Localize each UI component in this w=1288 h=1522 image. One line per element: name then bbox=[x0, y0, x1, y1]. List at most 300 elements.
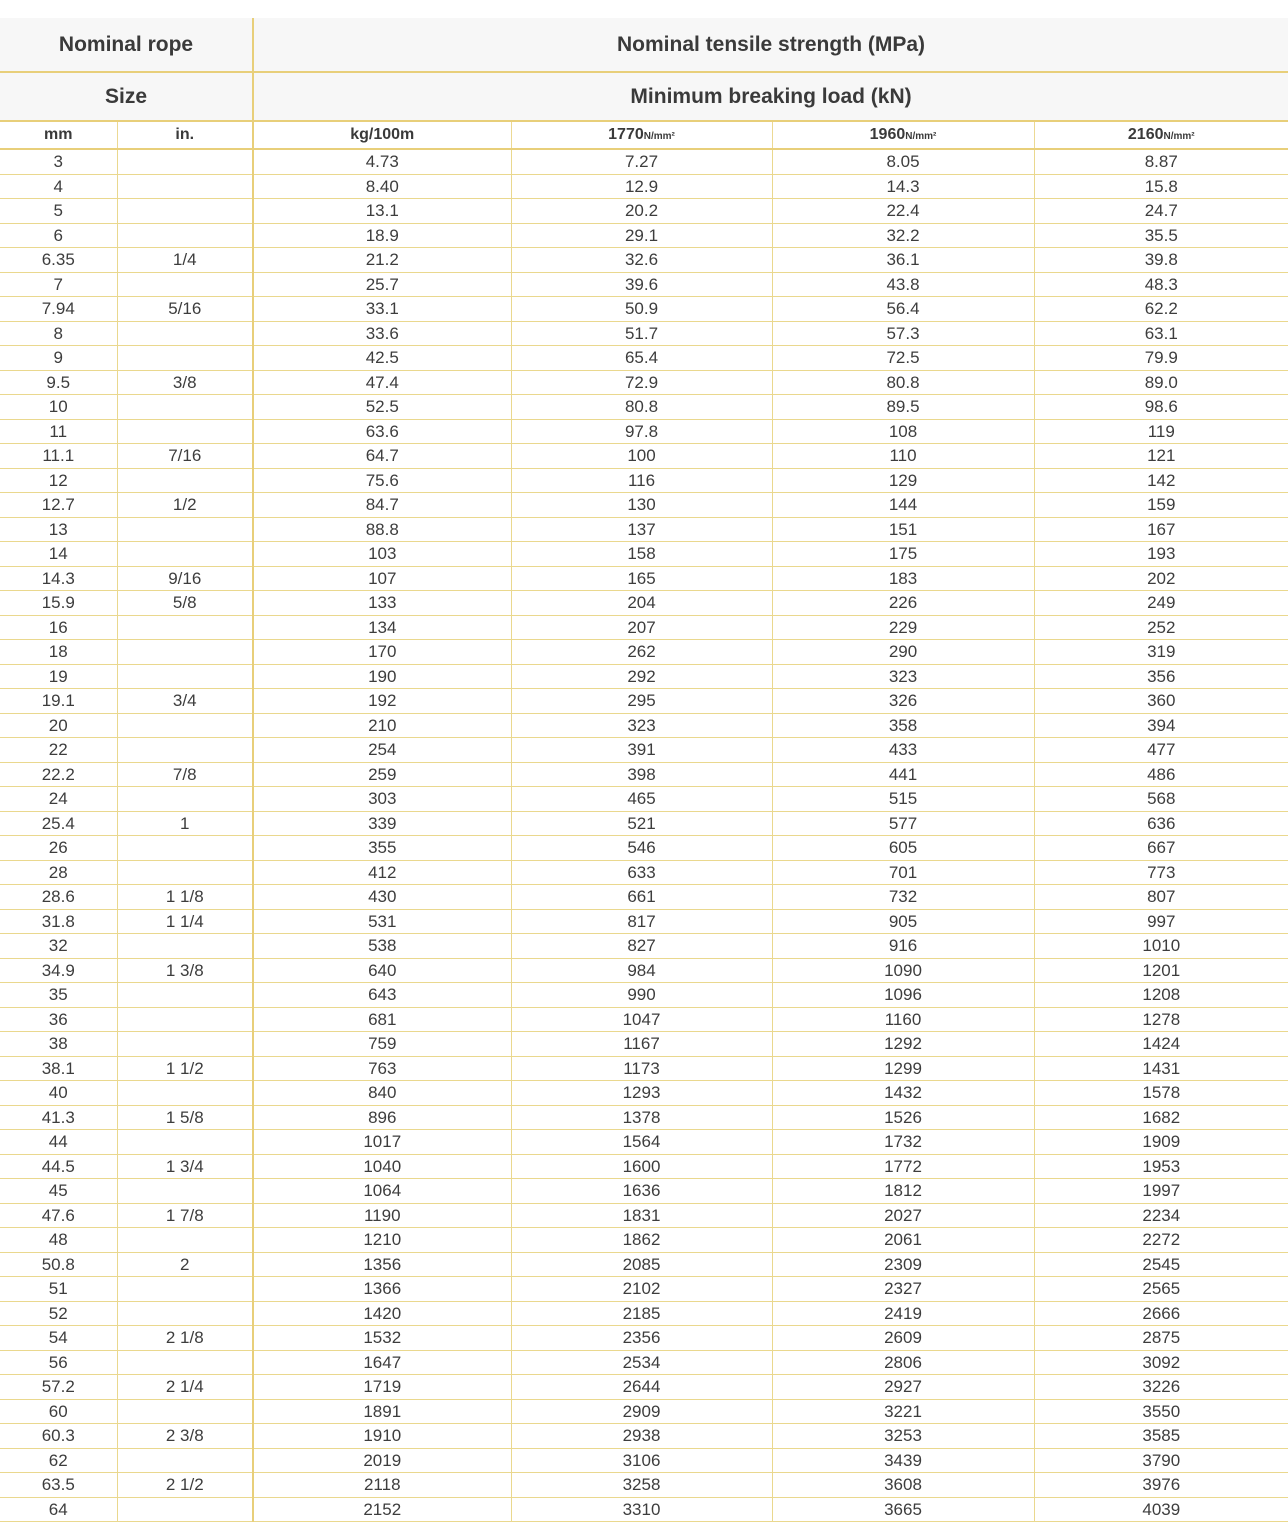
cell-load-1960: 1732 bbox=[772, 1130, 1034, 1155]
cell-in bbox=[117, 1350, 253, 1375]
cell-load-1960: 36.1 bbox=[772, 248, 1034, 273]
cell-load-2160: 486 bbox=[1034, 762, 1288, 787]
cell-load-1960: 2806 bbox=[772, 1350, 1034, 1375]
cell-load-1770: 1293 bbox=[511, 1081, 772, 1106]
cell-mm: 6 bbox=[0, 223, 117, 248]
cell-load-2160: 3976 bbox=[1034, 1473, 1288, 1498]
cell-load-1960: 3665 bbox=[772, 1497, 1034, 1522]
cell-load-2160: 3585 bbox=[1034, 1424, 1288, 1449]
cell-load-2160: 2234 bbox=[1034, 1203, 1288, 1228]
cell-load-1770: 1564 bbox=[511, 1130, 772, 1155]
cell-mm: 64 bbox=[0, 1497, 117, 1522]
cell-load-1960: 43.8 bbox=[772, 272, 1034, 297]
cell-mm: 34.9 bbox=[0, 958, 117, 983]
cell-load-1960: 1812 bbox=[772, 1179, 1034, 1204]
table-row bbox=[0, 591, 1288, 616]
rope-spec-table bbox=[0, 18, 1288, 1522]
cell-mm: 44 bbox=[0, 1130, 117, 1155]
cell-mm: 56 bbox=[0, 1350, 117, 1375]
cell-in: 1 1/4 bbox=[117, 909, 253, 934]
cell-mm: 12.7 bbox=[0, 493, 117, 518]
cell-load-2160: 1997 bbox=[1034, 1179, 1288, 1204]
cell-in: 7/16 bbox=[117, 444, 253, 469]
cell-load-2160: 98.6 bbox=[1034, 395, 1288, 420]
col-in: in. bbox=[117, 121, 253, 149]
cell-load-2160: 3226 bbox=[1034, 1375, 1288, 1400]
cell-kg-per-100m: 33.6 bbox=[253, 321, 511, 346]
cell-in bbox=[117, 395, 253, 420]
cell-in: 2 1/4 bbox=[117, 1375, 253, 1400]
cell-mm: 41.3 bbox=[0, 1105, 117, 1130]
cell-load-1770: 100 bbox=[511, 444, 772, 469]
cell-kg-per-100m: 763 bbox=[253, 1056, 511, 1081]
header-row-3 bbox=[0, 121, 1288, 149]
cell-load-1960: 80.8 bbox=[772, 370, 1034, 395]
cell-load-1770: 292 bbox=[511, 664, 772, 689]
table-row bbox=[0, 1424, 1288, 1449]
col-grade-1770 bbox=[511, 121, 772, 149]
cell-load-2160: 1010 bbox=[1034, 934, 1288, 959]
cell-in: 3/8 bbox=[117, 370, 253, 395]
cell-mm: 6.35 bbox=[0, 248, 117, 273]
cell-load-2160: 39.8 bbox=[1034, 248, 1288, 273]
cell-load-1960: 515 bbox=[772, 787, 1034, 812]
cell-load-2160: 2272 bbox=[1034, 1228, 1288, 1253]
cell-load-2160: 24.7 bbox=[1034, 199, 1288, 224]
cell-kg-per-100m: 4.73 bbox=[253, 149, 511, 174]
cell-in bbox=[117, 836, 253, 861]
cell-load-2160: 63.1 bbox=[1034, 321, 1288, 346]
cell-kg-per-100m: 2019 bbox=[253, 1448, 511, 1473]
cell-load-1960: 3253 bbox=[772, 1424, 1034, 1449]
cell-kg-per-100m: 8.40 bbox=[253, 174, 511, 199]
cell-mm: 25.4 bbox=[0, 811, 117, 836]
cell-load-1770: 165 bbox=[511, 566, 772, 591]
cell-load-2160: 3790 bbox=[1034, 1448, 1288, 1473]
cell-kg-per-100m: 643 bbox=[253, 983, 511, 1008]
cell-kg-per-100m: 21.2 bbox=[253, 248, 511, 273]
cell-mm: 26 bbox=[0, 836, 117, 861]
cell-load-2160: 4039 bbox=[1034, 1497, 1288, 1522]
cell-kg-per-100m: 25.7 bbox=[253, 272, 511, 297]
cell-mm: 38.1 bbox=[0, 1056, 117, 1081]
cell-mm: 4 bbox=[0, 174, 117, 199]
cell-mm: 24 bbox=[0, 787, 117, 812]
table-row bbox=[0, 272, 1288, 297]
table-row bbox=[0, 738, 1288, 763]
cell-kg-per-100m: 170 bbox=[253, 640, 511, 665]
cell-load-1770: 12.9 bbox=[511, 174, 772, 199]
cell-load-1960: 1096 bbox=[772, 983, 1034, 1008]
cell-kg-per-100m: 259 bbox=[253, 762, 511, 787]
cell-load-1960: 441 bbox=[772, 762, 1034, 787]
cell-load-1770: 3106 bbox=[511, 1448, 772, 1473]
cell-mm: 16 bbox=[0, 615, 117, 640]
cell-in: 3/4 bbox=[117, 689, 253, 714]
cell-load-1960: 2927 bbox=[772, 1375, 1034, 1400]
cell-in bbox=[117, 1228, 253, 1253]
header-row-1 bbox=[0, 18, 1288, 72]
cell-load-2160: 48.3 bbox=[1034, 272, 1288, 297]
cell-in bbox=[117, 713, 253, 738]
cell-kg-per-100m: 1210 bbox=[253, 1228, 511, 1253]
cell-kg-per-100m: 88.8 bbox=[253, 517, 511, 542]
cell-in bbox=[117, 272, 253, 297]
cell-in bbox=[117, 419, 253, 444]
cell-mm: 35 bbox=[0, 983, 117, 1008]
cell-load-1960: 1526 bbox=[772, 1105, 1034, 1130]
cell-load-2160: 1953 bbox=[1034, 1154, 1288, 1179]
table-row bbox=[0, 762, 1288, 787]
table-row bbox=[0, 909, 1288, 934]
table-row bbox=[0, 689, 1288, 714]
cell-load-2160: 2666 bbox=[1034, 1301, 1288, 1326]
cell-load-2160: 1278 bbox=[1034, 1007, 1288, 1032]
cell-kg-per-100m: 640 bbox=[253, 958, 511, 983]
grade-1960-value: 1960 bbox=[869, 126, 906, 143]
table-row bbox=[0, 223, 1288, 248]
cell-in bbox=[117, 468, 253, 493]
cell-load-1960: 732 bbox=[772, 885, 1034, 910]
cell-kg-per-100m: 1064 bbox=[253, 1179, 511, 1204]
cell-mm: 22 bbox=[0, 738, 117, 763]
cell-mm: 10 bbox=[0, 395, 117, 420]
cell-load-1770: 984 bbox=[511, 958, 772, 983]
cell-mm: 8 bbox=[0, 321, 117, 346]
cell-load-1960: 2027 bbox=[772, 1203, 1034, 1228]
cell-mm: 62 bbox=[0, 1448, 117, 1473]
cell-kg-per-100m: 1356 bbox=[253, 1252, 511, 1277]
table-row bbox=[0, 1130, 1288, 1155]
table-row bbox=[0, 1399, 1288, 1424]
table-row bbox=[0, 1350, 1288, 1375]
cell-in bbox=[117, 149, 253, 174]
cell-load-1960: 144 bbox=[772, 493, 1034, 518]
cell-mm: 28 bbox=[0, 860, 117, 885]
cell-mm: 9.5 bbox=[0, 370, 117, 395]
cell-in bbox=[117, 787, 253, 812]
cell-load-1770: 2909 bbox=[511, 1399, 772, 1424]
cell-load-1770: 817 bbox=[511, 909, 772, 934]
cell-load-2160: 807 bbox=[1034, 885, 1288, 910]
nominal-rope-heading: Nominal rope bbox=[0, 18, 253, 72]
cell-load-1960: 89.5 bbox=[772, 395, 1034, 420]
cell-load-1770: 2185 bbox=[511, 1301, 772, 1326]
cell-load-2160: 2565 bbox=[1034, 1277, 1288, 1302]
cell-in bbox=[117, 664, 253, 689]
cell-kg-per-100m: 896 bbox=[253, 1105, 511, 1130]
cell-load-1960: 3608 bbox=[772, 1473, 1034, 1498]
cell-load-2160: 142 bbox=[1034, 468, 1288, 493]
cell-in bbox=[117, 346, 253, 371]
cell-in bbox=[117, 738, 253, 763]
cell-load-1960: 72.5 bbox=[772, 346, 1034, 371]
cell-load-1770: 1047 bbox=[511, 1007, 772, 1032]
table-row bbox=[0, 958, 1288, 983]
cell-load-1770: 1600 bbox=[511, 1154, 772, 1179]
cell-in bbox=[117, 615, 253, 640]
cell-in: 1 5/8 bbox=[117, 1105, 253, 1130]
cell-in: 1/4 bbox=[117, 248, 253, 273]
cell-mm: 54 bbox=[0, 1326, 117, 1351]
cell-mm: 38 bbox=[0, 1032, 117, 1057]
cell-mm: 45 bbox=[0, 1179, 117, 1204]
cell-load-1770: 80.8 bbox=[511, 395, 772, 420]
cell-load-1960: 108 bbox=[772, 419, 1034, 444]
tensile-strength-heading: Nominal tensile strength (MPa) bbox=[253, 18, 1288, 72]
cell-kg-per-100m: 430 bbox=[253, 885, 511, 910]
cell-in: 1 7/8 bbox=[117, 1203, 253, 1228]
cell-load-2160: 1201 bbox=[1034, 958, 1288, 983]
cell-in bbox=[117, 199, 253, 224]
cell-kg-per-100m: 355 bbox=[253, 836, 511, 861]
cell-kg-per-100m: 75.6 bbox=[253, 468, 511, 493]
cell-load-1960: 226 bbox=[772, 591, 1034, 616]
cell-load-2160: 119 bbox=[1034, 419, 1288, 444]
cell-mm: 40 bbox=[0, 1081, 117, 1106]
cell-in: 5/8 bbox=[117, 591, 253, 616]
cell-mm: 15.9 bbox=[0, 591, 117, 616]
cell-load-1960: 2309 bbox=[772, 1252, 1034, 1277]
cell-in: 2 bbox=[117, 1252, 253, 1277]
cell-kg-per-100m: 52.5 bbox=[253, 395, 511, 420]
cell-load-1770: 1636 bbox=[511, 1179, 772, 1204]
cell-load-2160: 62.2 bbox=[1034, 297, 1288, 322]
table-row bbox=[0, 1056, 1288, 1081]
table-row bbox=[0, 860, 1288, 885]
cell-kg-per-100m: 18.9 bbox=[253, 223, 511, 248]
cell-kg-per-100m: 2118 bbox=[253, 1473, 511, 1498]
cell-load-2160: 121 bbox=[1034, 444, 1288, 469]
cell-load-1770: 1831 bbox=[511, 1203, 772, 1228]
cell-load-1770: 661 bbox=[511, 885, 772, 910]
cell-in: 1 1/8 bbox=[117, 885, 253, 910]
cell-in bbox=[117, 1081, 253, 1106]
table-row bbox=[0, 566, 1288, 591]
cell-kg-per-100m: 1366 bbox=[253, 1277, 511, 1302]
cell-load-1770: 130 bbox=[511, 493, 772, 518]
cell-kg-per-100m: 63.6 bbox=[253, 419, 511, 444]
cell-load-1770: 72.9 bbox=[511, 370, 772, 395]
cell-load-1770: 50.9 bbox=[511, 297, 772, 322]
cell-kg-per-100m: 84.7 bbox=[253, 493, 511, 518]
cell-mm: 20 bbox=[0, 713, 117, 738]
cell-load-1960: 605 bbox=[772, 836, 1034, 861]
cell-in bbox=[117, 934, 253, 959]
cell-load-2160: 1578 bbox=[1034, 1081, 1288, 1106]
cell-kg-per-100m: 1910 bbox=[253, 1424, 511, 1449]
table-row bbox=[0, 1105, 1288, 1130]
table-row bbox=[0, 149, 1288, 174]
table-row bbox=[0, 468, 1288, 493]
cell-load-1770: 2085 bbox=[511, 1252, 772, 1277]
cell-load-1960: 1432 bbox=[772, 1081, 1034, 1106]
cell-in bbox=[117, 1032, 253, 1057]
cell-in bbox=[117, 542, 253, 567]
table-row bbox=[0, 640, 1288, 665]
table-row bbox=[0, 395, 1288, 420]
cell-load-2160: 667 bbox=[1034, 836, 1288, 861]
cell-in: 7/8 bbox=[117, 762, 253, 787]
cell-load-2160: 1431 bbox=[1034, 1056, 1288, 1081]
cell-mm: 52 bbox=[0, 1301, 117, 1326]
table-row bbox=[0, 1228, 1288, 1253]
cell-mm: 9 bbox=[0, 346, 117, 371]
cell-in bbox=[117, 640, 253, 665]
cell-kg-per-100m: 47.4 bbox=[253, 370, 511, 395]
cell-load-2160: 477 bbox=[1034, 738, 1288, 763]
cell-in bbox=[117, 1399, 253, 1424]
table-row bbox=[0, 199, 1288, 224]
cell-load-2160: 8.87 bbox=[1034, 149, 1288, 174]
cell-in bbox=[117, 174, 253, 199]
cell-mm: 7.94 bbox=[0, 297, 117, 322]
cell-mm: 19 bbox=[0, 664, 117, 689]
cell-load-2160: 319 bbox=[1034, 640, 1288, 665]
table-row bbox=[0, 321, 1288, 346]
cell-in: 5/16 bbox=[117, 297, 253, 322]
cell-load-1770: 97.8 bbox=[511, 419, 772, 444]
table-row bbox=[0, 983, 1288, 1008]
table-row bbox=[0, 1301, 1288, 1326]
grade-1770-unit: N/mm² bbox=[643, 131, 675, 142]
cell-mm: 48 bbox=[0, 1228, 117, 1253]
cell-load-1960: 323 bbox=[772, 664, 1034, 689]
cell-load-1770: 29.1 bbox=[511, 223, 772, 248]
cell-load-1960: 229 bbox=[772, 615, 1034, 640]
cell-load-1770: 1173 bbox=[511, 1056, 772, 1081]
cell-load-1770: 137 bbox=[511, 517, 772, 542]
cell-load-1960: 2061 bbox=[772, 1228, 1034, 1253]
cell-load-1770: 204 bbox=[511, 591, 772, 616]
cell-in bbox=[117, 1007, 253, 1032]
cell-mm: 11.1 bbox=[0, 444, 117, 469]
cell-mm: 5 bbox=[0, 199, 117, 224]
cell-load-1960: 358 bbox=[772, 713, 1034, 738]
cell-load-1960: 290 bbox=[772, 640, 1034, 665]
cell-load-1770: 262 bbox=[511, 640, 772, 665]
cell-load-1770: 207 bbox=[511, 615, 772, 640]
cell-load-1770: 2356 bbox=[511, 1326, 772, 1351]
cell-mm: 57.2 bbox=[0, 1375, 117, 1400]
cell-in bbox=[117, 860, 253, 885]
cell-in: 1 1/2 bbox=[117, 1056, 253, 1081]
cell-kg-per-100m: 1017 bbox=[253, 1130, 511, 1155]
cell-load-2160: 167 bbox=[1034, 517, 1288, 542]
cell-in: 1 3/8 bbox=[117, 958, 253, 983]
cell-load-2160: 249 bbox=[1034, 591, 1288, 616]
cell-load-2160: 394 bbox=[1034, 713, 1288, 738]
cell-kg-per-100m: 1040 bbox=[253, 1154, 511, 1179]
cell-mm: 12 bbox=[0, 468, 117, 493]
header-row-2 bbox=[0, 72, 1288, 121]
cell-kg-per-100m: 33.1 bbox=[253, 297, 511, 322]
cell-in: 2 3/8 bbox=[117, 1424, 253, 1449]
cell-load-1770: 990 bbox=[511, 983, 772, 1008]
cell-load-1770: 633 bbox=[511, 860, 772, 885]
table-row bbox=[0, 1326, 1288, 1351]
table-row bbox=[0, 297, 1288, 322]
table-row bbox=[0, 811, 1288, 836]
cell-kg-per-100m: 192 bbox=[253, 689, 511, 714]
table-row bbox=[0, 1203, 1288, 1228]
cell-load-2160: 1682 bbox=[1034, 1105, 1288, 1130]
cell-mm: 11 bbox=[0, 419, 117, 444]
cell-load-2160: 636 bbox=[1034, 811, 1288, 836]
cell-load-1770: 32.6 bbox=[511, 248, 772, 273]
cell-load-1770: 398 bbox=[511, 762, 772, 787]
cell-load-1770: 295 bbox=[511, 689, 772, 714]
cell-kg-per-100m: 254 bbox=[253, 738, 511, 763]
cell-load-1960: 905 bbox=[772, 909, 1034, 934]
cell-load-1770: 7.27 bbox=[511, 149, 772, 174]
cell-load-1960: 916 bbox=[772, 934, 1034, 959]
cell-load-1960: 151 bbox=[772, 517, 1034, 542]
cell-mm: 3 bbox=[0, 149, 117, 174]
cell-kg-per-100m: 1190 bbox=[253, 1203, 511, 1228]
cell-load-1960: 577 bbox=[772, 811, 1034, 836]
cell-load-2160: 89.0 bbox=[1034, 370, 1288, 395]
cell-in bbox=[117, 1277, 253, 1302]
cell-load-1770: 2938 bbox=[511, 1424, 772, 1449]
grade-1770-value: 1770 bbox=[608, 126, 644, 143]
table-row bbox=[0, 174, 1288, 199]
cell-kg-per-100m: 103 bbox=[253, 542, 511, 567]
cell-load-1960: 183 bbox=[772, 566, 1034, 591]
cell-in bbox=[117, 1448, 253, 1473]
cell-kg-per-100m: 840 bbox=[253, 1081, 511, 1106]
cell-kg-per-100m: 42.5 bbox=[253, 346, 511, 371]
cell-in: 1 bbox=[117, 811, 253, 836]
cell-load-1960: 1090 bbox=[772, 958, 1034, 983]
cell-mm: 19.1 bbox=[0, 689, 117, 714]
cell-in bbox=[117, 223, 253, 248]
table-row bbox=[0, 1277, 1288, 1302]
cell-kg-per-100m: 339 bbox=[253, 811, 511, 836]
cell-kg-per-100m: 190 bbox=[253, 664, 511, 689]
breaking-load-heading: Minimum breaking load (kN) bbox=[253, 72, 1288, 121]
cell-kg-per-100m: 303 bbox=[253, 787, 511, 812]
cell-load-2160: 1909 bbox=[1034, 1130, 1288, 1155]
cell-load-1960: 32.2 bbox=[772, 223, 1034, 248]
cell-load-1960: 1772 bbox=[772, 1154, 1034, 1179]
cell-load-2160: 568 bbox=[1034, 787, 1288, 812]
cell-load-1770: 39.6 bbox=[511, 272, 772, 297]
cell-mm: 28.6 bbox=[0, 885, 117, 910]
cell-load-1960: 2419 bbox=[772, 1301, 1034, 1326]
cell-kg-per-100m: 1647 bbox=[253, 1350, 511, 1375]
cell-load-1960: 326 bbox=[772, 689, 1034, 714]
table-row bbox=[0, 1007, 1288, 1032]
cell-kg-per-100m: 1420 bbox=[253, 1301, 511, 1326]
cell-load-1960: 56.4 bbox=[772, 297, 1034, 322]
cell-load-2160: 2875 bbox=[1034, 1326, 1288, 1351]
cell-load-1770: 323 bbox=[511, 713, 772, 738]
table-body bbox=[0, 149, 1288, 1522]
col-kg-per-100m: kg/100m bbox=[253, 121, 511, 149]
cell-load-1770: 465 bbox=[511, 787, 772, 812]
cell-load-1770: 3258 bbox=[511, 1473, 772, 1498]
cell-load-2160: 773 bbox=[1034, 860, 1288, 885]
cell-mm: 32 bbox=[0, 934, 117, 959]
table-row bbox=[0, 248, 1288, 273]
cell-kg-per-100m: 1891 bbox=[253, 1399, 511, 1424]
table-header bbox=[0, 18, 1288, 149]
cell-load-2160: 193 bbox=[1034, 542, 1288, 567]
col-grade-1960 bbox=[772, 121, 1034, 149]
cell-load-1960: 129 bbox=[772, 468, 1034, 493]
cell-load-1770: 1167 bbox=[511, 1032, 772, 1057]
